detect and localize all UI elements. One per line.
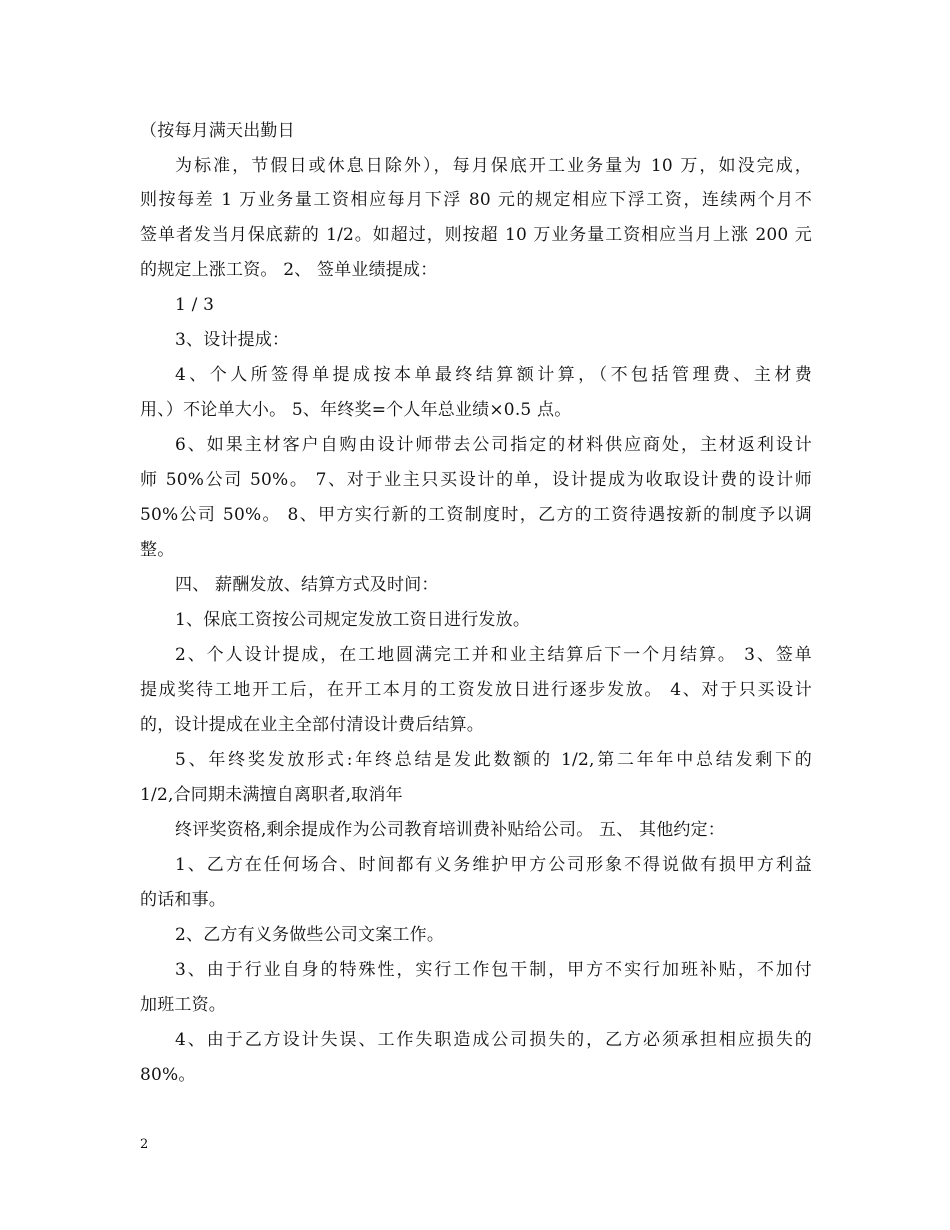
text-line: 为标准，节假日或休息日除外），每月保底开工业务量为 10 万，如没完成，: [175, 156, 812, 176]
page-number: 2: [140, 1137, 149, 1152]
text-line: 1、乙方在任何场合、时间都有义务维护甲方公司形象不得说做有损甲方利益: [175, 855, 812, 875]
text-line: （按每月满天出勤日: [140, 121, 295, 141]
text-line: 加班工资。: [140, 995, 226, 1015]
text-line: 80%。: [140, 1065, 196, 1085]
text-line: 签单者发当月保底薪的 1/2。如超过，则按超 10 万业务量工资相应当月上涨 200 元: [140, 225, 812, 245]
text-line: 3、设计提成：: [175, 330, 290, 350]
text-line: 4、个人所签得单提成按本单最终结算额计算，（不包括管理费、主材费: [175, 365, 812, 385]
text-line: 则按每差 1 万业务量工资相应每月下浮 80 元的规定相应下浮工资，连续两个月不: [140, 190, 812, 210]
section-heading: 四、 薪酬发放、结算方式及时间：: [175, 575, 439, 595]
text-line: 2、乙方有义务做些公司文案工作。: [175, 925, 445, 945]
text-line: 的规定上涨工资。 2、 签单业绩提成：: [140, 260, 438, 280]
text-line: 5、年终奖发放形式:年终总结是发此数额的 1/2,第二年年中总结发剩下的: [175, 750, 812, 770]
text-line: 1 / 3: [175, 295, 215, 315]
text-line: 的话和事。: [140, 890, 226, 910]
text-line: 2、个人设计提成，在工地圆满完工并和业主结算后下一个月结算。 3、签单: [175, 645, 812, 665]
text-line: 的，设计提成在业主全部付清设计费后结算。: [140, 715, 484, 735]
text-line: 50%公司 50%。 8、甲方实行新的工资制度时，乙方的工资待遇按新的制度予以调: [140, 505, 812, 525]
text-line: 用、）不论单大小。 5、年终奖=个人年总业绩×0.5 点。: [140, 400, 572, 420]
text-line: 6、如果主材客户自购由设计师带去公司指定的材料供应商处，主材返利设计: [175, 435, 812, 455]
text-line: 提成奖待工地开工后，在开工本月的工资发放日进行逐步发放。 4、对于只买设计: [140, 680, 812, 700]
text-line: 4、由于乙方设计失误、工作失职造成公司损失的，乙方必须承担相应损失的: [175, 1030, 812, 1050]
text-line: 3、由于行业自身的特殊性，实行工作包干制，甲方不实行加班补贴，不加付: [175, 960, 812, 980]
text-line: 师 50%公司 50%。 7、对于业主只买设计的单，设计提成为收取设计费的设计师: [140, 470, 812, 490]
text-line: 1/2,合同期未满擅自离职者,取消年: [140, 785, 403, 805]
text-line: 1、保底工资按公司规定发放工资日进行发放。: [175, 610, 531, 630]
text-line: 终评奖资格,剩余提成作为公司教育培训费补贴给公司。 五、 其他约定：: [175, 820, 726, 840]
text-line: 整。: [140, 540, 175, 560]
